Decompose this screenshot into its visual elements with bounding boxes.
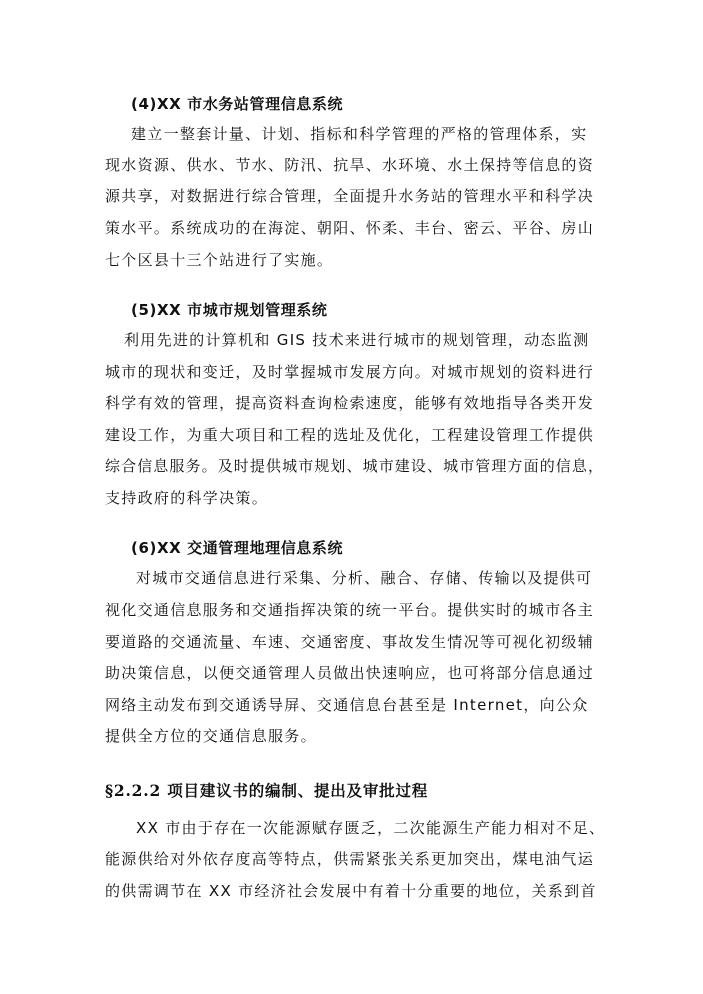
paragraph-line: 的供需调节在 XX 市经济社会发展中有着十分重要的地位，关系到首 <box>105 882 597 900</box>
paragraph-line: 网络主动发布到交通诱导屏、交通信息台甚至是 Internet，向公众 <box>105 696 589 714</box>
section-heading-traffic: (6)XX 交通管理地理信息系统 <box>131 539 344 557</box>
paragraph-line: 七个区县十三个站进行了实施。 <box>105 251 334 269</box>
section-heading-proposal: §2.2.2 项目建议书的编制、提出及审批过程 <box>105 781 429 800</box>
paragraph-line: 城市的现状和变迁，及时掌握城市发展方向。对城市规划的资料进行 <box>105 363 595 381</box>
paragraph-line: 现水资源、供水、节水、防汛、抗旱、水环境、水土保持等信息的资 <box>105 156 595 174</box>
paragraph-line: 建设工作，为重大项目和工程的选址及优化，工程建设管理工作提供 <box>105 426 595 444</box>
paragraph-line: 对城市交通信息进行采集、分析、融合、存储、传输以及提供可 <box>136 569 593 587</box>
paragraph-line: 建立一整套计量、计划、指标和科学管理的严格的管理体系，实 <box>131 125 588 143</box>
paragraph-line: 提供全方位的交通信息服务。 <box>105 727 317 745</box>
paragraph-line: 科学有效的管理，提高资料查询检索速度，能够有效地指导各类开发 <box>105 394 595 412</box>
paragraph-line: 综合信息服务。及时提供城市规划、城市建设、城市管理方面的信息， <box>105 457 605 475</box>
paragraph-line: 视化交通信息服务和交通指挥决策的统一平台。提供实时的城市各主 <box>105 601 595 619</box>
paragraph-line: 策水平。系统成功的在海淀、朝阳、怀柔、丰台、密云、平谷、房山 <box>105 219 595 237</box>
paragraph-line: 要道路的交通流量、车速、交通密度、事故发生情况等可视化初级辅 <box>105 633 595 651</box>
paragraph-line: 能源供给对外依存度高等特点，供需紧张关系更加突出，煤电油气运 <box>105 850 595 868</box>
section-heading-planning: (5)XX 市城市规划管理系统 <box>131 301 328 319</box>
paragraph-line: 助决策信息，以便交通管理人员做出快速响应，也可将部分信息通过 <box>105 664 595 682</box>
paragraph-line: 支持政府的科学决策。 <box>105 489 269 507</box>
paragraph-line: 源共享，对数据进行综合管理，全面提升水务站的管理水平和科学决 <box>105 187 595 205</box>
paragraph-line: 利用先进的计算机和 GIS 技术来进行城市的规划管理，动态监测 <box>124 331 590 349</box>
section-heading-water: (4)XX 市水务站管理信息系统 <box>131 95 344 113</box>
paragraph-line: XX 市由于存在一次能源赋存匮乏，二次能源生产能力相对不足、 <box>136 819 606 837</box>
